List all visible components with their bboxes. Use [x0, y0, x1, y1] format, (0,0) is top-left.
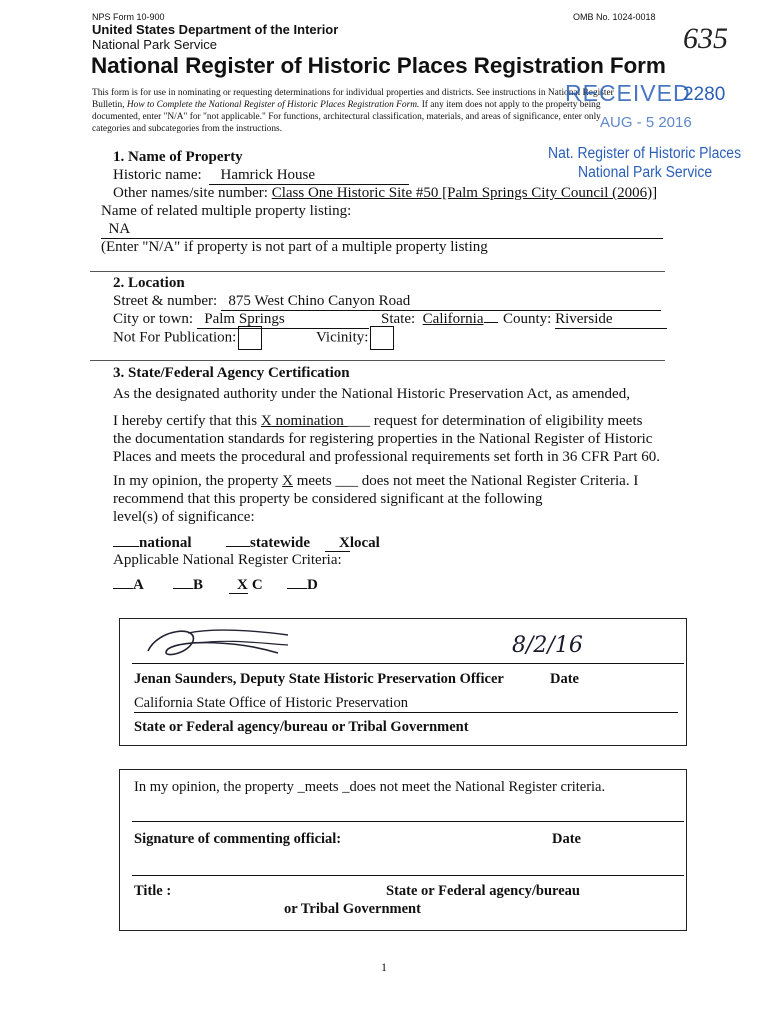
- other-names-value: Class One Historic Site #50 [Palm Springs City Council (2006)]: [271, 185, 658, 201]
- form-title: National Register of Historic Places Registration Form: [91, 53, 666, 78]
- city-row: City or town: Palm Springs: [113, 311, 369, 329]
- commenting-opinion: In my opinion, the property _meets _does not meet the National Register criteria.: [134, 779, 606, 795]
- level-local: Xlocal: [325, 535, 380, 552]
- page-number: 1: [381, 960, 387, 974]
- certify-line-2: the documentation standards for registering properties in the National Register of Historic: [113, 431, 653, 447]
- commenting-official-box: [119, 769, 687, 931]
- level-national: national: [113, 535, 192, 552]
- other-names-row: Other names/site number: Class One Historic Site #50 [Palm Springs City Council (2006)]: [113, 185, 658, 201]
- section-2-heading: 2. Location: [113, 275, 185, 291]
- historic-name-value: Hamrick House: [209, 167, 409, 185]
- commenting-signature-line: [132, 821, 684, 822]
- street-value: 875 West Chino Canyon Road: [221, 293, 661, 311]
- street-row: Street & number: 875 West Chino Canyon Road: [113, 293, 661, 311]
- criteria-label: Applicable National Register Criteria:: [113, 552, 342, 568]
- criterion-a: A: [113, 577, 144, 594]
- commenting-date-label: Date: [552, 831, 581, 847]
- criterion-d: D: [287, 577, 318, 594]
- criterion-c: X C: [229, 577, 263, 594]
- vicinity-row: Vicinity:: [316, 326, 394, 350]
- received-code: 2280: [683, 84, 726, 105]
- date-label: Date: [550, 671, 579, 687]
- opinion-line-2: recommend that this property be considered significant at the following: [113, 491, 543, 507]
- section-1-heading: 1. Name of Property: [113, 149, 243, 165]
- divider: [90, 360, 665, 361]
- opinion-line-1: In my opinion, the property X meets ___ does not meet the National Register Criteria. I: [113, 473, 639, 489]
- level-statewide: statewide: [226, 535, 310, 552]
- state-row: State: California: [381, 311, 498, 328]
- commenting-signature-label: Signature of commenting official:: [134, 831, 342, 847]
- commenting-title-line: [132, 875, 684, 876]
- received-date: AUG - 5 2016: [600, 114, 692, 131]
- authority-text: As the designated authority under the National Historic Preservation Act, as amended,: [113, 386, 630, 402]
- department-name: United States Department of the Interior: [92, 22, 339, 37]
- related-listing-value: NA: [101, 221, 663, 239]
- commenting-agency-line-2: or Tribal Government: [284, 901, 421, 917]
- handwritten-number: 635: [683, 22, 728, 55]
- signed-date: 8/2/16: [512, 633, 583, 658]
- opinion-line-3: level(s) of significance:: [113, 509, 255, 525]
- form-number: NPS Form 10-900: [92, 12, 165, 22]
- agency-label: State or Federal agency/bureau or Tribal Government: [134, 719, 469, 735]
- signer-name: Jenan Saunders, Deputy State Historic Preservation Officer: [134, 671, 504, 687]
- county-row: County: Riverside: [503, 311, 667, 329]
- county-value: Riverside: [555, 311, 667, 329]
- instructions-line-1: This form is for use in nominating or requesting determinations for individual properties and districts. See instructions in National Register: [92, 88, 614, 98]
- state-value: California: [422, 311, 484, 327]
- related-listing-label: Name of related multiple property listing:: [101, 203, 352, 219]
- vicinity-checkbox[interactable]: [370, 326, 394, 350]
- service-name: National Park Service: [92, 37, 217, 52]
- city-value: Palm Springs: [197, 311, 369, 329]
- publication-row: Not For Publication:: [113, 326, 262, 350]
- instructions-line-4: categories and subcategories from the instructions.: [92, 124, 283, 134]
- historic-name-row: Historic name: Hamrick House: [113, 167, 409, 185]
- commenting-title-label: Title :: [134, 883, 172, 899]
- certification-signature-box: [119, 618, 687, 746]
- section-3-heading: 3. State/Federal Agency Certification: [113, 365, 350, 381]
- instructions-line-2: Bulletin, How to Complete the National Register of Historic Places Registration Form. If any item does not apply to the property being: [92, 100, 601, 110]
- stamp-service-line: National Park Service: [578, 164, 713, 181]
- office-name: California State Office of Historic Preservation: [134, 695, 678, 713]
- stamp-register-line: Nat. Register of Historic Places: [548, 145, 742, 162]
- divider: [90, 271, 665, 272]
- criterion-b: B: [173, 577, 203, 594]
- not-for-publication-checkbox[interactable]: [238, 326, 262, 350]
- certify-line-3: Places and meets the procedural and professional requirements set forth in 36 CFR Part 60.: [113, 449, 660, 465]
- signature-line: [132, 663, 684, 664]
- certify-line-1: I hereby certify that this X nomination ___ request for determination of eligibility meets: [113, 413, 643, 429]
- related-listing-note: (Enter "N/A" if property is not part of a multiple property listing: [101, 239, 488, 255]
- instructions-line-3: documented, enter "N/A" for "not applicable." For functions, architectural classification, materials, and areas of significance, enter only: [92, 112, 601, 122]
- omb-number: OMB No. 1024-0018: [573, 12, 656, 22]
- commenting-agency-line-1: State or Federal agency/bureau: [386, 883, 580, 899]
- received-stamp: RECEIVED: [565, 80, 691, 106]
